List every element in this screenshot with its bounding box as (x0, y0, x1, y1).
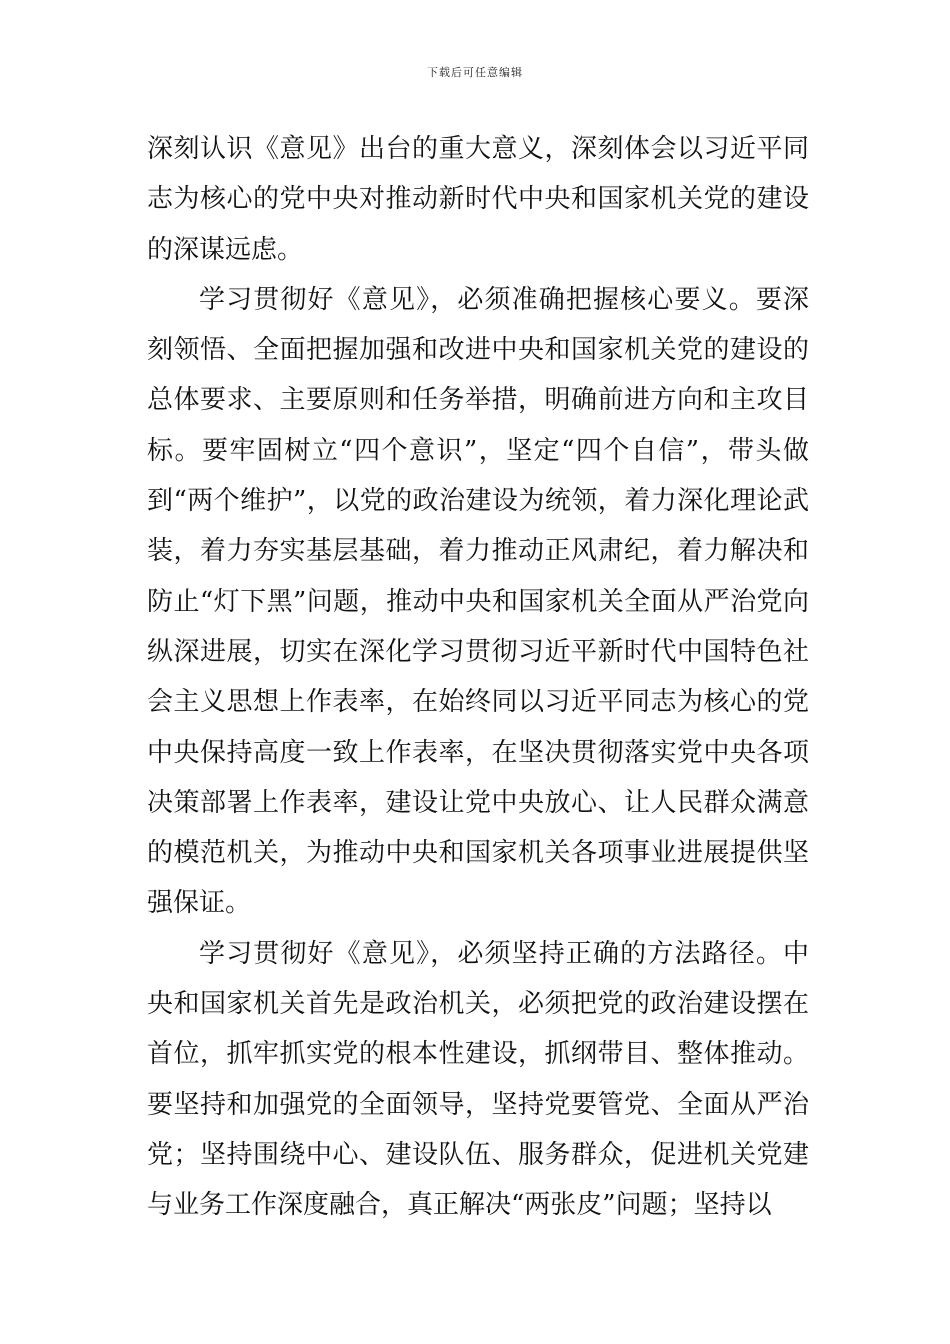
paragraph-core-essentials: 学习贯彻好《意见》，必须准确把握核心要义。要深刻领悟、全面把握加强和改进中央和国家机关党的建设的总体要求、主要原则和任务举措，明确前进方向和主攻目标。要牢固树立“四个意识”，坚定“四个自信”，带头做到“两个维护”，以党的政治建设为统领，着力深化理论武装，着力夯实基层基础，着力推动正风肃纪，着力解决和防止“灯下黑”问题，推动中央和国家机关全面从严治党向纵深进展，切实在深化学习贯彻习近平新时代中国特色社会主义思想上作表率，在始终同以习近平同志为核心的党中央保持高度一致上作表率，在坚决贯彻落实党中央各项决策部署上作表率，建设让党中央放心、让人民群众满意的模范机关，为推动中央和国家机关各项事业进展提供坚强保证。 (147, 284, 809, 919)
document-body (147, 124, 809, 1231)
paragraph-method-path: 学习贯彻好《意见》，必须坚持正确的方法路径。中央和国家机关首先是政治机关，必须把党的政治建设摆在首位，抓牢抓实党的根本性建设，抓纲带目、整体推动。要坚持和加强党的全面领导，坚持党要管党、全面从严治党；坚持围绕中心、建设队伍、服务群众，促进机关党建与业务工作深度融合，真正解决“两张皮”问题；坚持以 (147, 938, 809, 1221)
paragraph-continuation: 深刻认识《意见》出台的重大意义，深刻体会以习近平同志为核心的党中央对推动新时代中央和国家机关党的建设的深谋远虑。 (147, 134, 809, 265)
header-note: 下载后可任意编辑 (427, 66, 523, 79)
